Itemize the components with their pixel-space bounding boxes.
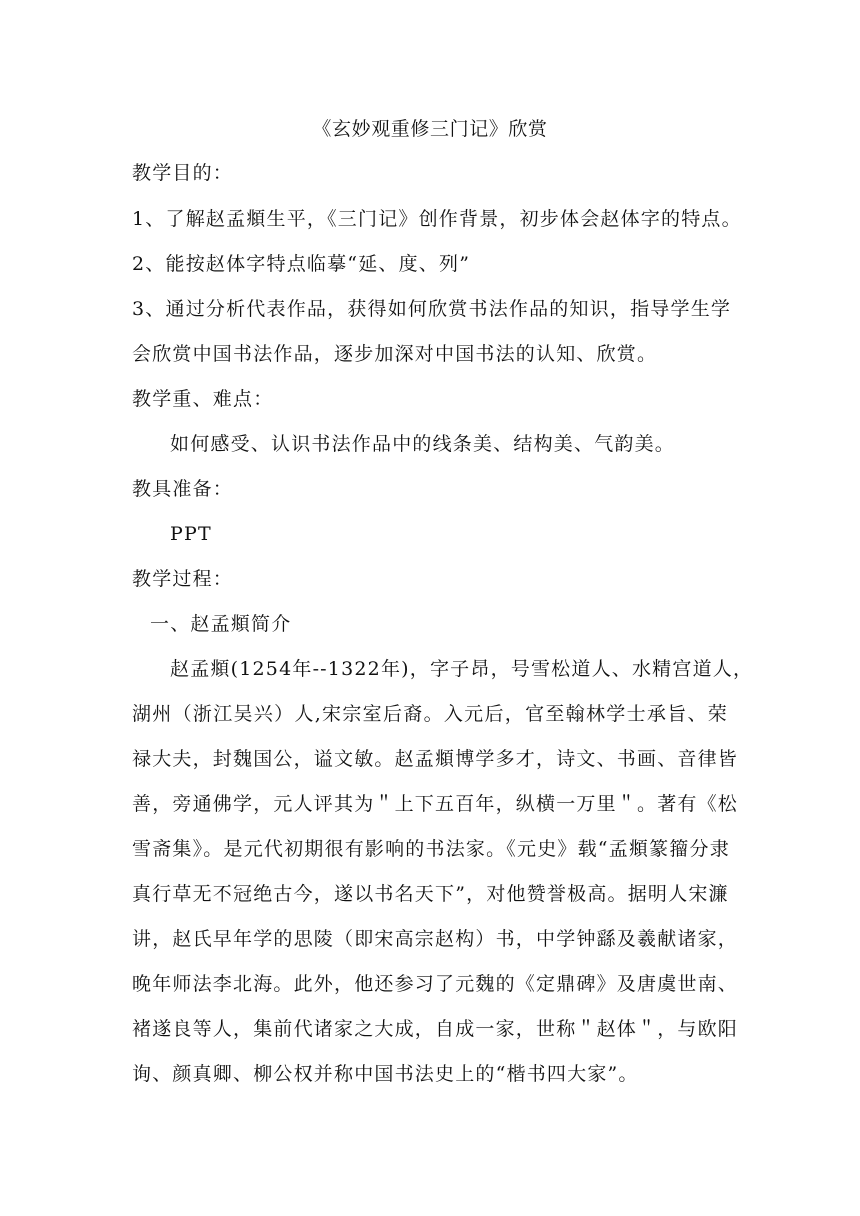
section-1-line-5: 雪斋集》。是元代初期很有影响的书法家。《元史》载“孟頫篆籀分隶: [132, 838, 730, 860]
section-1-heading: 一、赵孟頫简介: [150, 613, 292, 635]
objective-item-1: 1、了解赵孟頫生平，《三门记》创作背景，初步体会赵体字的特点。: [132, 208, 742, 230]
document-title: 《玄妙观重修三门记》欣赏: [312, 118, 548, 140]
key-points-heading: 教学重、难点：: [132, 388, 274, 410]
section-1-line-3: 禄大夫，封魏国公，谥文敏。赵孟頫博学多才，诗文、书画、音律皆: [132, 748, 739, 770]
section-1-line-1: 赵孟頫(1254年--1322年)，字子昂，号雪松道人、水精宫道人，: [170, 658, 754, 680]
objective-item-3: 3、通过分析代表作品，获得如何欣赏书法作品的知识，指导学生学: [132, 298, 732, 320]
section-1-line-9: 褚遂良等人，集前代诸家之大成，自成一家，世称＂赵体＂，与欧阳: [132, 1018, 739, 1040]
section-1-line-8: 晚年师法李北海。此外，他还参习了元魏的《定鼎碑》及唐虞世南、: [132, 973, 739, 995]
objective-item-2: 2、能按赵体字特点临摹“延、度、列”: [132, 253, 471, 275]
section-1-line-10: 询、颜真卿、柳公权并称中国书法史上的“楷书四大家”。: [132, 1063, 639, 1085]
process-heading: 教学过程：: [132, 568, 234, 590]
section-1-line-7: 讲，赵氏早年学的思陵（即宋高宗赵构）书，中学钟繇及羲献诸家，: [132, 928, 739, 950]
objective-item-3-continued: 会欣赏中国书法作品，逐步加深对中国书法的认知、欣赏。: [132, 343, 658, 365]
section-1-line-6: 真行草无不冠绝古今，遂以书名天下”，对他赞誉极高。据明人宋濂: [132, 883, 729, 905]
key-points-text: 如何感受、认识书法作品中的线条美、结构美、气韵美。: [170, 433, 676, 455]
section-1-line-4: 善，旁通佛学，元人评其为＂上下五百年，纵横一万里＂。著有《松: [132, 793, 739, 815]
tools-heading: 教具准备：: [132, 478, 234, 500]
objectives-heading: 教学目的：: [132, 162, 234, 184]
tools-text: PPT: [170, 523, 212, 545]
section-1-line-2: 湖州（浙江吴兴）人,宋宗室后裔。入元后，官至翰林学士承旨、荣: [132, 703, 728, 725]
